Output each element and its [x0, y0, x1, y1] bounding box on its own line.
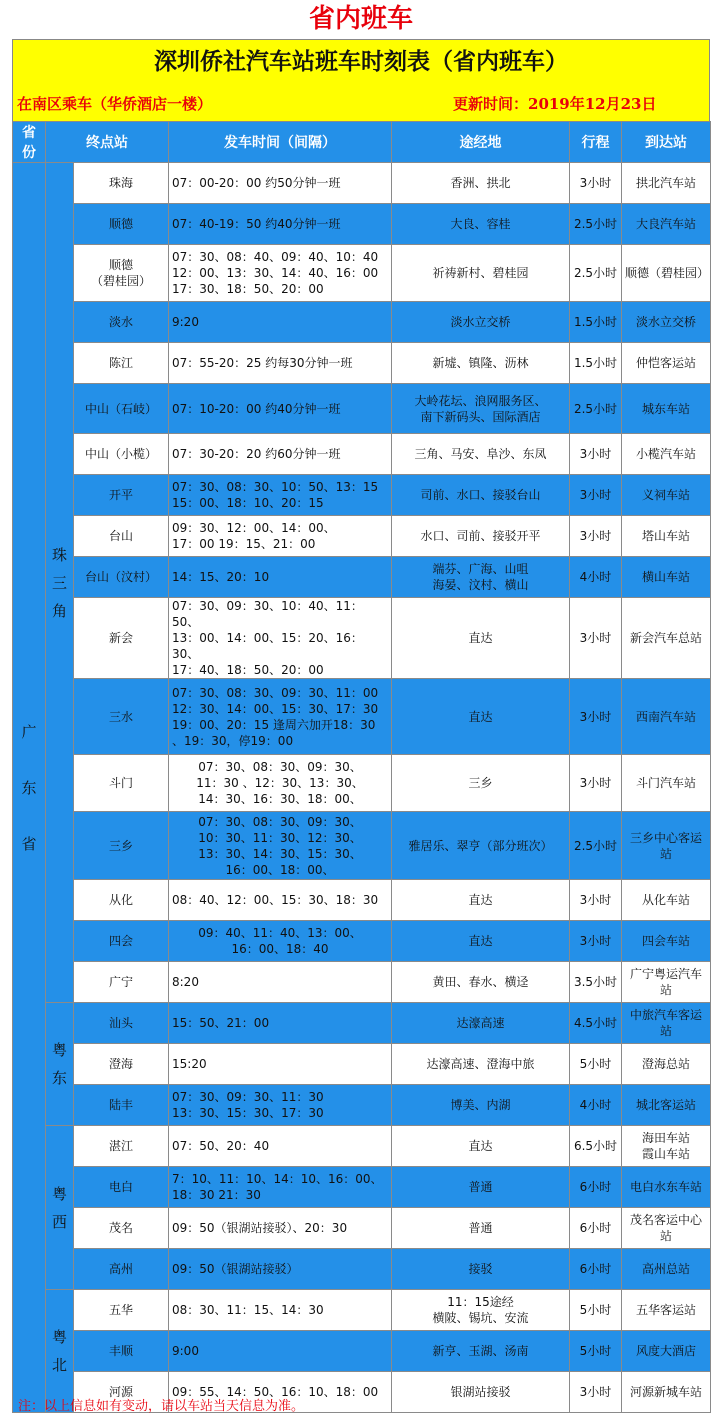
table-row: [13, 1126, 711, 1167]
arrival-cell: 斗门汽车站: [622, 755, 711, 812]
via-cell: 香洲、拱北: [392, 163, 570, 204]
duration-cell: 1.5小时: [570, 302, 622, 343]
duration-cell: 5小时: [570, 1290, 622, 1331]
destination-cell: 五华: [74, 1290, 169, 1331]
table-row: [13, 679, 711, 755]
arrival-cell: 仲恺客运站: [622, 343, 711, 384]
duration-cell: 1.5小时: [570, 343, 622, 384]
destination-cell: 三乡: [74, 812, 169, 880]
departure-cell: 09：30、12：00、14：00、 17：00 19：15、21：00: [169, 516, 392, 557]
destination-cell: 台山（汶村）: [74, 557, 169, 598]
duration-cell: 6小时: [570, 1208, 622, 1249]
arrival-cell: 塔山车站: [622, 516, 711, 557]
destination-cell: 中山（石岐）: [74, 384, 169, 434]
region-cell: 粤 东: [46, 1003, 74, 1126]
destination-cell: 开平: [74, 475, 169, 516]
arrival-cell: 从化车站: [622, 880, 711, 921]
duration-cell: 4.5小时: [570, 1003, 622, 1044]
arrival-cell: 风度大酒店: [622, 1331, 711, 1372]
via-cell: 直达: [392, 921, 570, 962]
duration-cell: 6小时: [570, 1167, 622, 1208]
via-cell: 三角、马安、阜沙、东凤: [392, 434, 570, 475]
destination-cell: 电白: [74, 1167, 169, 1208]
arrival-cell: 四会车站: [622, 921, 711, 962]
departure-cell: 07：30、09：30、11：30 13：30、15：30、17：30: [169, 1085, 392, 1126]
departure-cell: 8:20: [169, 962, 392, 1003]
arrival-cell: 海田车站 霞山车站: [622, 1126, 711, 1167]
via-cell: 接驳: [392, 1249, 570, 1290]
duration-cell: 5小时: [570, 1044, 622, 1085]
table-row: [13, 1003, 711, 1044]
duration-cell: 3.5小时: [570, 962, 622, 1003]
timetable-body: [13, 163, 711, 1413]
region-cell: 粤 西: [46, 1126, 74, 1290]
arrival-cell: 高州总站: [622, 1249, 711, 1290]
arrival-cell: 横山车站: [622, 557, 711, 598]
duration-cell: 3小时: [570, 475, 622, 516]
departure-cell: 15:20: [169, 1044, 392, 1085]
departure-cell: 09：50（银湖站接驳）: [169, 1249, 392, 1290]
table-row: [13, 880, 711, 921]
arrival-cell: 三乡中心客运站: [622, 812, 711, 880]
destination-cell: 陆丰: [74, 1085, 169, 1126]
departure-cell: 07：30、08：30、10：50、13：15 15：00、18：10、20：15: [169, 475, 392, 516]
destination-cell: 高州: [74, 1249, 169, 1290]
duration-cell: 5小时: [570, 1331, 622, 1372]
destination-cell: 澄海: [74, 1044, 169, 1085]
destination-cell: 珠海: [74, 163, 169, 204]
arrival-cell: 新会汽车总站: [622, 598, 711, 679]
duration-cell: 4小时: [570, 1085, 622, 1126]
departure-cell: 07：50、20：40: [169, 1126, 392, 1167]
arrival-cell: 城北客运站: [622, 1085, 711, 1126]
page-title: 省内班车: [308, 4, 413, 34]
via-cell: 银湖站接驳: [392, 1372, 570, 1413]
header-arrival: 到达站: [622, 122, 711, 163]
arrival-cell: 城东车站: [622, 384, 711, 434]
destination-cell: 从化: [74, 880, 169, 921]
departure-cell: 08：40、12：00、15：30、18：30: [169, 880, 392, 921]
timetable: [12, 121, 711, 1413]
via-cell: 达濠高速、澄海中旅: [392, 1044, 570, 1085]
via-cell: 祈祷新村、碧桂园: [392, 245, 570, 302]
duration-cell: 3小时: [570, 755, 622, 812]
via-cell: 淡水立交桥: [392, 302, 570, 343]
via-cell: 直达: [392, 880, 570, 921]
destination-cell: 茂名: [74, 1208, 169, 1249]
destination-cell: 丰顺: [74, 1331, 169, 1372]
arrival-cell: 五华客运站: [622, 1290, 711, 1331]
duration-cell: 3小时: [570, 434, 622, 475]
destination-cell: 汕头: [74, 1003, 169, 1044]
departure-cell: 09：50（银湖站接驳）、20：30: [169, 1208, 392, 1249]
departure-cell: 09：40、11：40、13：00、 16：00、18：40: [169, 921, 392, 962]
arrival-cell: 大良汽车站: [622, 204, 711, 245]
departure-cell: 07：00-20：00 约50分钟一班: [169, 163, 392, 204]
table-row: [13, 434, 711, 475]
departure-cell: 07：55-20：25 约每30分钟一班: [169, 343, 392, 384]
arrival-cell: 电白水东车站: [622, 1167, 711, 1208]
duration-cell: 6.5小时: [570, 1126, 622, 1167]
departure-cell: 07：30、08：40、09：40、10：40 12：00、13：30、14：40、16：00 17：30、18：50、20：00: [169, 245, 392, 302]
departure-cell: 09：55、14：50、16：10、18：00: [169, 1372, 392, 1413]
departure-cell: 07：30、08：30、09：30、 10：30、11：30、12：30、 13：30、14：30、15：30、 16：00、18：00、: [169, 812, 392, 880]
duration-cell: 3小时: [570, 921, 622, 962]
via-cell: 直达: [392, 1126, 570, 1167]
departure-cell: 07：30、09：30、10：40、11：50、 13：00、14：00、15：20、16：30、 17：40、18：50、20：00: [169, 598, 392, 679]
destination-cell: 淡水: [74, 302, 169, 343]
table-row: [13, 204, 711, 245]
region-cell: 珠 三 角: [46, 163, 74, 1003]
via-cell: 三乡: [392, 755, 570, 812]
via-cell: 博美、内湖: [392, 1085, 570, 1126]
duration-cell: 2.5小时: [570, 812, 622, 880]
table-row: [13, 384, 711, 434]
destination-cell: 湛江: [74, 1126, 169, 1167]
header-row: [13, 122, 711, 163]
duration-cell: 3小时: [570, 880, 622, 921]
destination-cell: 顺德 （碧桂园）: [74, 245, 169, 302]
table-row: [13, 557, 711, 598]
via-cell: 黄田、春水、横迳: [392, 962, 570, 1003]
arrival-cell: 茂名客运中心站: [622, 1208, 711, 1249]
header-via: 途经地: [392, 122, 570, 163]
departure-cell: 07：10-20：00 约40分钟一班: [169, 384, 392, 434]
footer-note: 注：以上信息如有变动，请以车站当天信息为准。: [18, 1399, 305, 1414]
table-row: [13, 1249, 711, 1290]
via-cell: 大岭花坛、浪网服务区、 南下新码头、国际酒店: [392, 384, 570, 434]
via-cell: 直达: [392, 598, 570, 679]
departure-cell: 07：30、08：30、09：30、 11：30 、12：30、13：30、 14：30、16：30、18：00、: [169, 755, 392, 812]
departure-cell: 07：30-20：20 约60分钟一班: [169, 434, 392, 475]
timetable-title: 深圳侨社汽车站班车时刻表（省内班车）: [154, 48, 568, 75]
table-row: [13, 245, 711, 302]
table-row: [13, 598, 711, 679]
via-cell: 新墟、镇隆、沥林: [392, 343, 570, 384]
duration-cell: 6小时: [570, 1249, 622, 1290]
table-row: [13, 1167, 711, 1208]
table-row: [13, 1085, 711, 1126]
via-cell: 达濠高速: [392, 1003, 570, 1044]
table-row: [13, 475, 711, 516]
table-row: [13, 755, 711, 812]
table-row: [13, 1044, 711, 1085]
destination-cell: 广宁: [74, 962, 169, 1003]
destination-cell: 斗门: [74, 755, 169, 812]
update-time: 更新时间：2019年12月23日: [453, 95, 657, 113]
departure-cell: 7：10、11：10、14：10、16：00、 18：30 21：30: [169, 1167, 392, 1208]
table-row: [13, 1290, 711, 1331]
table-row: [13, 812, 711, 880]
arrival-cell: 广宁粤运汽车站: [622, 962, 711, 1003]
destination-cell: 陈江: [74, 343, 169, 384]
destination-cell: 中山（小榄）: [74, 434, 169, 475]
duration-cell: 4小时: [570, 557, 622, 598]
region-cell: 粤 北: [46, 1290, 74, 1413]
via-cell: 普通: [392, 1167, 570, 1208]
arrival-cell: 拱北汽车站: [622, 163, 711, 204]
table-row: [13, 921, 711, 962]
arrival-cell: 顺德（碧桂园）: [622, 245, 711, 302]
banner-info-row: [13, 84, 709, 121]
arrival-cell: 澄海总站: [622, 1044, 711, 1085]
via-cell: 直达: [392, 679, 570, 755]
duration-cell: 2.5小时: [570, 204, 622, 245]
destination-cell: 四会: [74, 921, 169, 962]
departure-cell: 07：30、08：30、09：30、11：00 12：30、14：00、15：30、17：30 19：00、20：15 逢周六加开18：30 、19：30，停19：00: [169, 679, 392, 755]
arrival-cell: 小榄汽车站: [622, 434, 711, 475]
departure-cell: 9:20: [169, 302, 392, 343]
arrival-cell: 中旅汽车客运站: [622, 1003, 711, 1044]
table-row: [13, 302, 711, 343]
via-cell: 大良、容桂: [392, 204, 570, 245]
duration-cell: 3小时: [570, 516, 622, 557]
departure-cell: 08：30、11：15、14：30: [169, 1290, 392, 1331]
duration-cell: 2.5小时: [570, 245, 622, 302]
duration-cell: 3小时: [570, 1372, 622, 1413]
departure-cell: 15：50、21：00: [169, 1003, 392, 1044]
timetable-banner: [12, 39, 710, 121]
duration-cell: 3小时: [570, 598, 622, 679]
header-province: 省份: [13, 122, 46, 163]
destination-cell: 顺德: [74, 204, 169, 245]
via-cell: 端芬、广海、山咀 海晏、汶村、横山: [392, 557, 570, 598]
destination-cell: 台山: [74, 516, 169, 557]
via-cell: 11：15途经 横陂、锡坑、安流: [392, 1290, 570, 1331]
via-cell: 新亨、玉湖、汤南: [392, 1331, 570, 1372]
duration-cell: 3小时: [570, 163, 622, 204]
duration-cell: 3小时: [570, 679, 622, 755]
via-cell: 普通: [392, 1208, 570, 1249]
destination-cell: 河源: [74, 1372, 169, 1413]
table-row: [13, 1331, 711, 1372]
header-duration: 行程: [570, 122, 622, 163]
via-cell: 司前、水口、接驳台山: [392, 475, 570, 516]
arrival-cell: 河源新城车站: [622, 1372, 711, 1413]
pickup-location: 在南区乘车（华侨酒店一楼）: [17, 95, 213, 113]
table-row: [13, 163, 711, 204]
departure-cell: 07：40-19：50 约40分钟一班: [169, 204, 392, 245]
table-row: [13, 343, 711, 384]
duration-cell: 2.5小时: [570, 384, 622, 434]
header-destination: 终点站: [46, 122, 169, 163]
departure-cell: 14：15、20：10: [169, 557, 392, 598]
via-cell: 水口、司前、接驳开平: [392, 516, 570, 557]
header-departure: 发车时间（间隔）: [169, 122, 392, 163]
table-row: [13, 962, 711, 1003]
arrival-cell: 义祠车站: [622, 475, 711, 516]
table-row: [13, 516, 711, 557]
departure-cell: 9:00: [169, 1331, 392, 1372]
province-cell: 广 东 省: [13, 163, 46, 1413]
destination-cell: 新会: [74, 598, 169, 679]
arrival-cell: 西南汽车站: [622, 679, 711, 755]
timetable-sheet: [12, 39, 710, 1413]
via-cell: 雅居乐、翠亨（部分班次）: [392, 812, 570, 880]
arrival-cell: 淡水立交桥: [622, 302, 711, 343]
table-row: [13, 1208, 711, 1249]
destination-cell: 三水: [74, 679, 169, 755]
